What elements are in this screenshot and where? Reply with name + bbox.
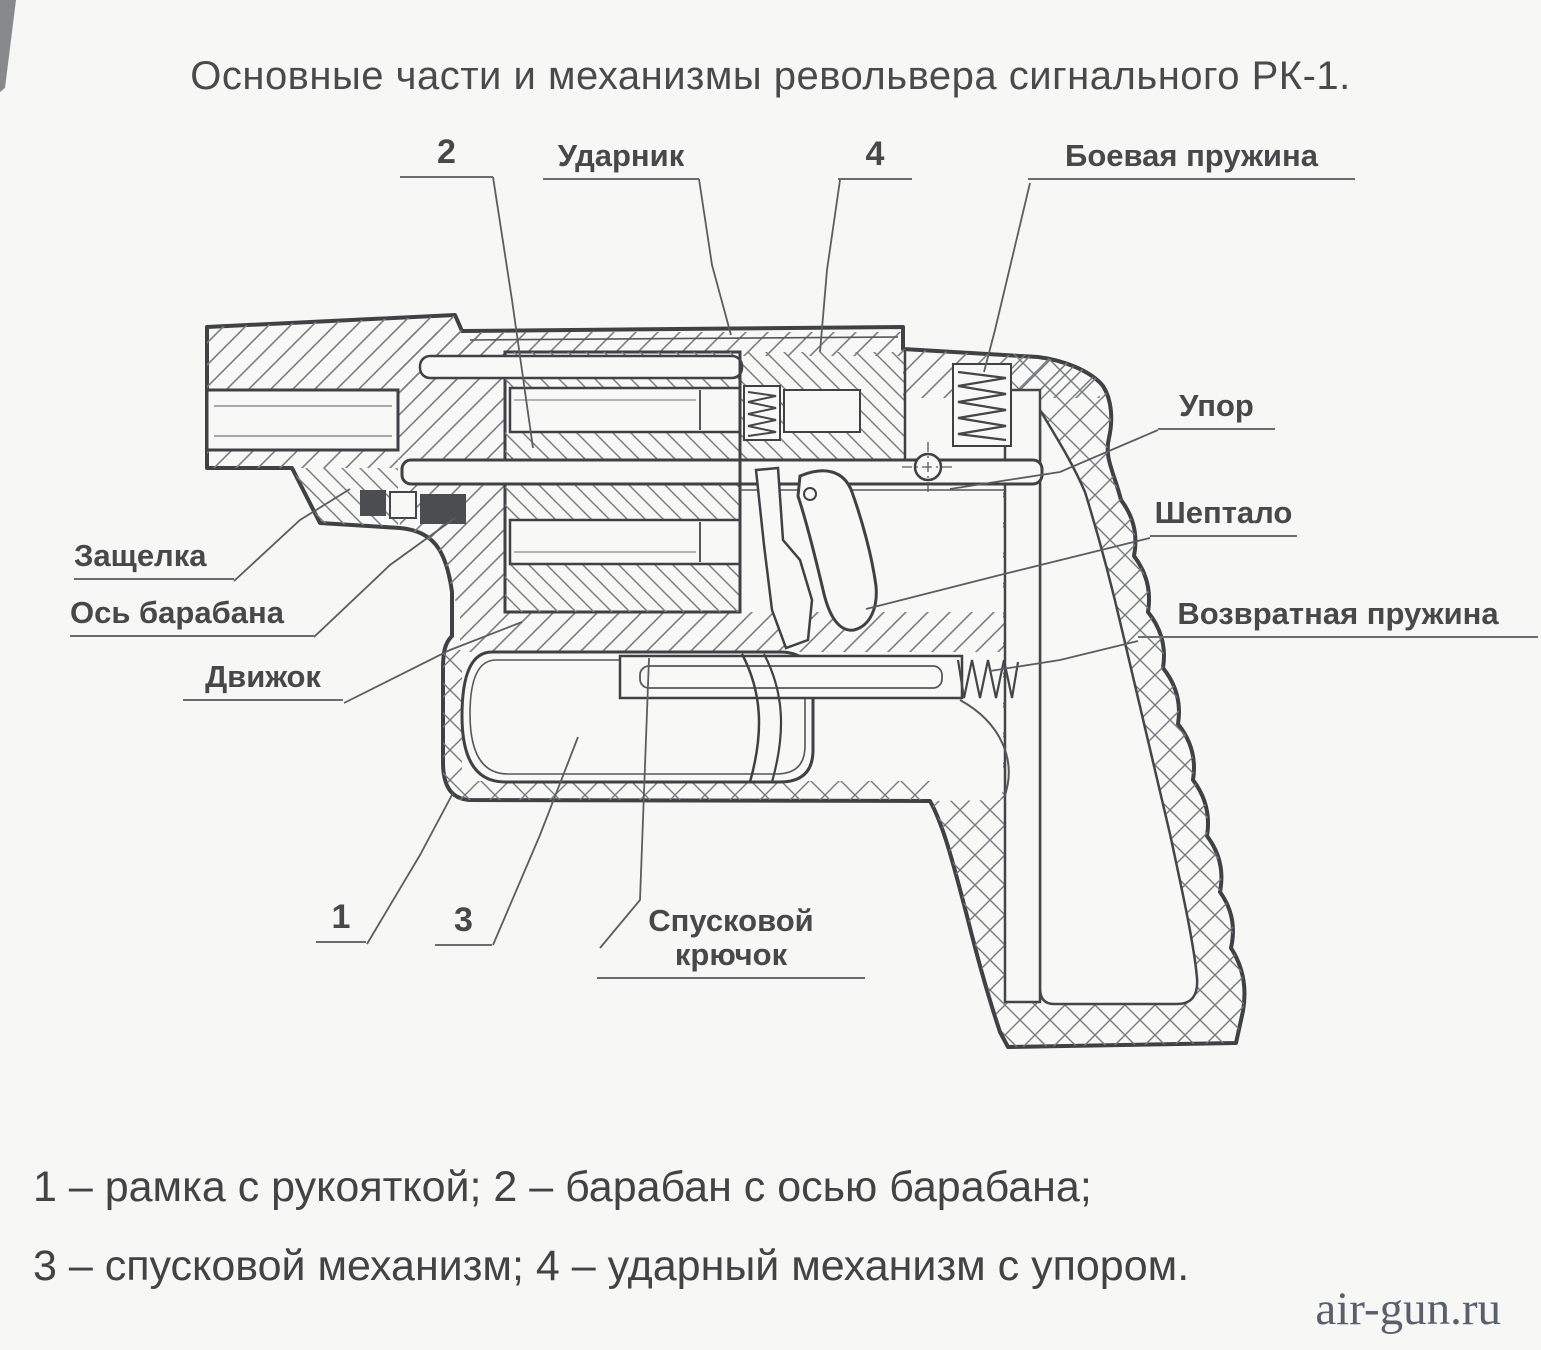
callout-mainspring: Боевая пружина <box>1028 139 1355 180</box>
chamber-lower <box>510 520 740 564</box>
legend-line-1: 1 – рамка с рукояткой; 2 – барабан с осью барабана; <box>33 1163 1092 1211</box>
callout-4-striker-mechanism: 4 <box>838 136 912 180</box>
latch-part <box>420 494 466 524</box>
chamber-upper <box>510 388 740 432</box>
callout-cylinder-axis: Ось барабана <box>70 596 314 637</box>
callout-trigger: Спусковой крючок <box>597 904 865 979</box>
leader-boevaya-pruzhina <box>984 183 1030 372</box>
lower-frame-hatch <box>460 612 1040 652</box>
guard-front-band-crosshatch <box>443 650 462 782</box>
watermark-air-gun-ru: air-gun.ru <box>1315 1283 1501 1335</box>
latch-part <box>360 490 386 516</box>
callout-striker: Ударник <box>543 139 699 180</box>
return-spring-slot <box>620 656 962 698</box>
cylinder-axis-pin <box>402 460 1042 484</box>
guard-bottom-band-crosshatch <box>448 781 930 800</box>
barrel-bore <box>207 390 398 450</box>
callout-stop: Упор <box>1158 389 1275 430</box>
callout-sear: Шептало <box>1150 496 1297 537</box>
diagram-title: Основные части и механизмы револьвера сигнального РК-1. <box>190 54 1351 98</box>
callout-2-cylinder: 2 <box>400 134 493 178</box>
callout-return-spring: Возвратная пружина <box>1138 597 1538 638</box>
leader-udarnik <box>699 179 731 335</box>
cylinder-hatch-band <box>505 432 740 460</box>
latch-window <box>390 492 416 518</box>
striker-rear-slot <box>784 390 860 432</box>
callout-1-frame: 1 <box>316 899 366 943</box>
callout-latch: Защелка <box>74 539 234 580</box>
legend-line-2: 3 – спусковой механизм; 4 – ударный механизм с упором. <box>33 1242 1190 1290</box>
muzzle-underside-hatch <box>207 450 398 468</box>
parts-legend <box>33 1148 1189 1306</box>
callout-3-trigger-mechanism: 3 <box>435 902 492 946</box>
cylinder-hatch-band <box>505 484 740 520</box>
cylinder-hatch-band <box>505 564 740 612</box>
striker-rod <box>420 356 742 378</box>
callout-slider: Движок <box>183 660 343 701</box>
